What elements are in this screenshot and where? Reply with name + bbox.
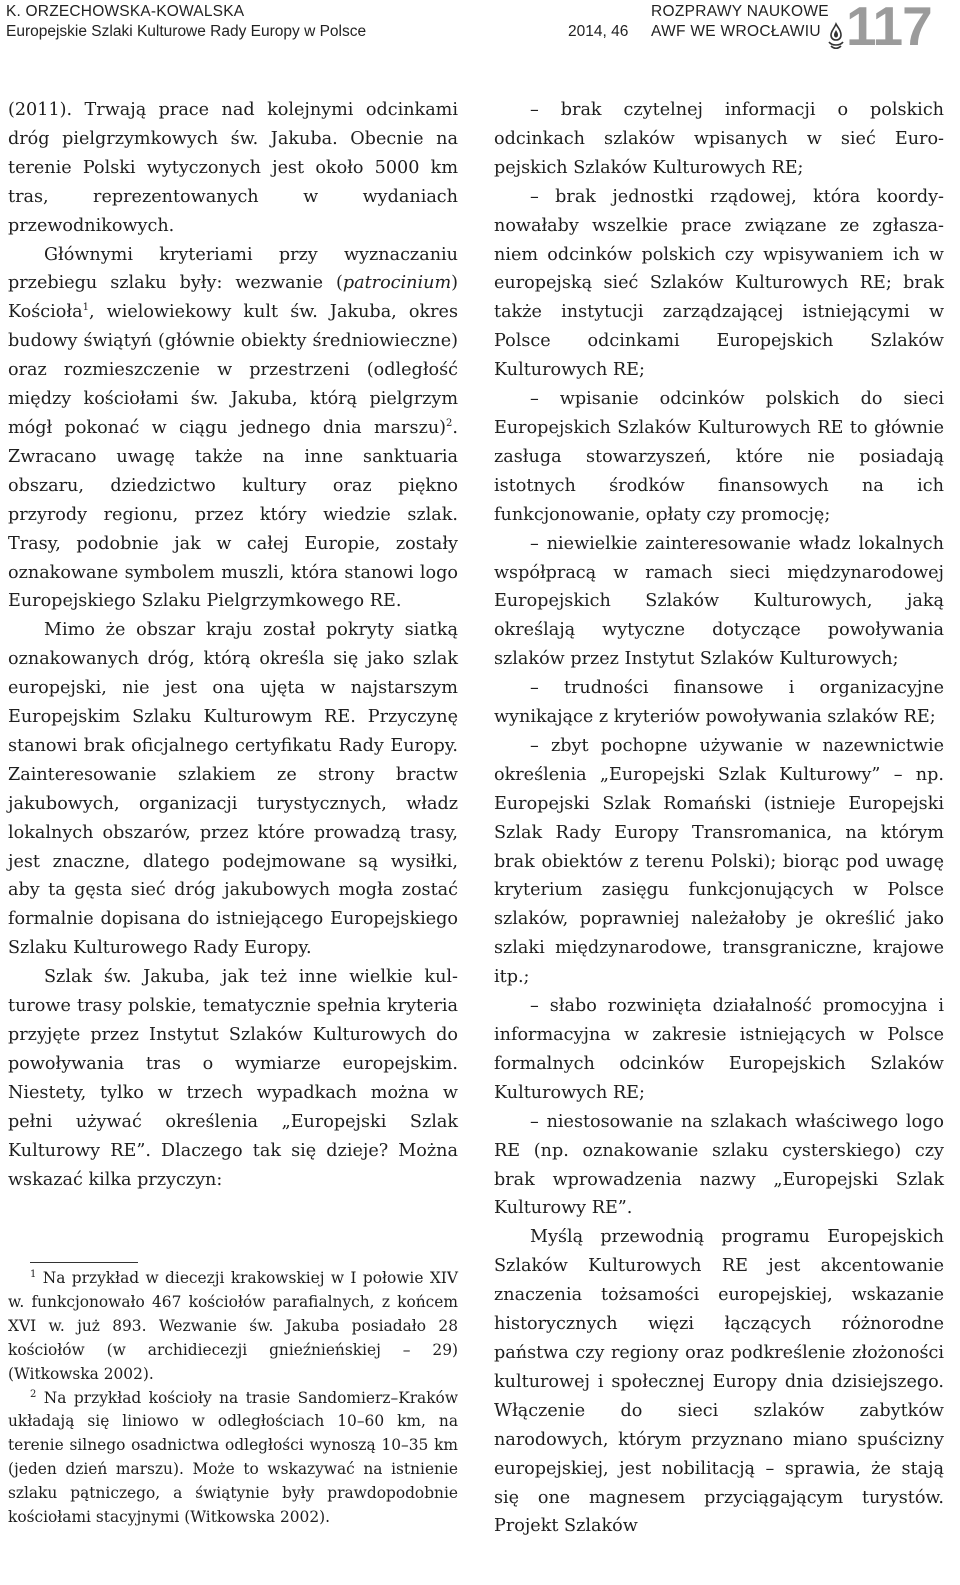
list-item: – niestosowanie na szlakach właściwego logo RE (np. oznakowanie szlaku cysterskiego) czy brak wprowadzenia nazwy „Europejski Szlak Kulturowy RE”. xyxy=(494,1111,944,1219)
italic-term: patrocinium xyxy=(342,273,452,294)
footnote-text: Na przykład kościoły na trasie Sandomierz–Kraków układają się liniowo w odległościach 10–60 km, na terenie silnego osadnictwa odległości wynoszą 10–35 km (jeden dzień marszu). Może to wskazywać na istnienie szlaku pątniczego, a świątynie były prawdopodobnie kościołami stacyjnymi (Witkowska 2002). xyxy=(8,1388,458,1527)
list-item: – wpisanie odcinków polskich do sieci Europejskich Szlaków Kulturowych RE to głównie zasługa stowarzyszeń, które nie posiadają istotnych środków finansowych na ich funkcjonowanie, opłaty czy promocję; xyxy=(494,389,944,525)
list-item: – słabo rozwinięta działalność promocyjna i informacyjna w zakresie istniejących w Polsce formalnych odcinków Europejskich Szlaków Kulturowych RE; xyxy=(494,996,944,1103)
awf-emblem-icon xyxy=(826,22,846,50)
footnote-ref-1[interactable]: 1 xyxy=(82,302,89,314)
paragraph-intro: (2011). Trwają prace nad kolejnymi odcinkami dróg pielgrzymkowych św. Jakuba. Obecnie na terenie Polski wytyczonych jest około 5000 km tras, reprezentowanych w wydaniach przewodnikowych. xyxy=(8,100,458,236)
left-column xyxy=(8,96,458,1194)
footnote-rule xyxy=(30,1262,138,1263)
header-year-volume: 2014, 46 xyxy=(568,23,629,40)
text-run: . Zwracano uwagę także na inne sanktuaria obszaru, dziedzictwo kultury oraz piękno przyrody regionu, przez który wiedzie szlak. Trasy, podobnie jak w całej Europie, zostały oznakowane symbolem muszli, która stanowi logo Europejskiego Szlaku Pielgrzymkowego RE. xyxy=(8,417,458,612)
footnote-text: Na przykład w diecezji krakowskiej w I połowie XIV w. funkcjonowało 467 kościołów parafialnych, z końcem XVI w. już 893. Wezwanie św. Jakuba posiadało 28 kościołów (w archidiecezji gnieźnieńskiej – 29) (Witkowska 2002). xyxy=(8,1269,458,1383)
list-item: – zbyt pochopne używanie w nazewnictwie określenia „Europejski Szlak Kulturowy” – np. Europejski Szlak Romański (istnieje Europejski Szlak Rady Europy Transromanica, na którym brak obiektów z terenu Polski); biorąc pod uwagę kryterium zasięgu funkcjonujących w Polsce szlaków, poprawniej należałoby je określić jako szlaki międzynarodowe, transgraniczne, krajowe itp.; xyxy=(494,735,944,988)
text-run: , wielowiekowy kult św. Jakuba, okres budowy świątyń (głównie obiekty średniowieczne) oraz rozmieszczenie w przestrzeni (odległość między kościołami św. Jakuba, którą pielgrzym mógł pokonać w ciągu jednego dnia marszu) xyxy=(8,302,458,438)
list-item: – trudności finansowe i organizacyjne wynikające z kryteriów powoływania szlaków RE; xyxy=(494,678,944,728)
text-run: Głównymi kryteriami przy wyznaczaniu przebiegu szlaku były: wezwanie ( xyxy=(8,244,458,294)
running-header xyxy=(0,0,960,57)
header-journal-name: ROZPRAWY NAUKOWE xyxy=(651,3,829,20)
header-article-title: Europejskie Szlaki Kulturowe Rady Europy w Polsce xyxy=(6,23,367,40)
paragraph-certificate: Mimo że obszar kraju został pokryty siatką oznakowanych dróg, którą określa się jako szlak europejski, nie jest ona ujęta w najstarszym Europejskim Szlaku Kulturowym RE. Przyczynę stanowi brak oficjalnego certyfikatu Rady Europy. Zainteresowanie szlakiem ze strony bractw jakubowych, organizacji turystycznych, władz lokalnych obszarów, przez które prowadzą trasy, jest znaczne, dlatego podejmowane są wysiłki, aby ta gęsta sieć dróg jakubowych mogła zostać formalnie dopisana do istniejącego Europejskiego Szlaku Kulturowego Rady Europy. xyxy=(8,620,458,959)
paragraph-criteria xyxy=(8,241,458,617)
footnotes xyxy=(8,1262,458,1530)
text-run: ) Kościoła xyxy=(8,273,458,323)
right-column xyxy=(494,96,944,1541)
paragraph-program-idea: Myślą przewodnią programu Europejskich Szlaków Kulturowych RE jest akcentowanie znaczenia tożsamości europejskiej, wskazanie historycznych więzi łączących różnorodne państwa czy regiony oraz podkreślenie złożoności kulturowej i społecznej Europy dnia dzisiejszego. Włączenie do sieci szlaków zabytków narodowych, którym przyznano miano spuścizny europejskiej, jest nobilitacją – sprawia, że stają się one magnesem przyciągającym turystów. Projekt Szlaków xyxy=(494,1227,944,1537)
list-item: – brak jednostki rządowej, która koordynowałaby wszelkie prace związane ze zgłaszaniem odcinków polskich czy wpisywaniem ich w europejską sieć Szlaków Kulturowych RE; brak także instytucji zarządzającej istniejącymi w Polsce odcinkami Europejskich Szlaków Kulturowych RE; xyxy=(494,186,944,381)
footnote-number: 1 xyxy=(30,1268,37,1280)
page-number: 117 xyxy=(846,0,932,57)
header-author: K. ORZECHOWSKA-KOWALSKA xyxy=(6,3,245,20)
list-item: – brak czytelnej informacji o polskich odcinkach szlaków wpisanych w sieć Europejskich Szlaków Kulturowych RE; xyxy=(494,100,944,178)
footnote-1 xyxy=(8,1267,458,1387)
footnote-2 xyxy=(8,1387,458,1530)
footnote-number: 2 xyxy=(30,1388,37,1400)
list-item: – niewielkie zainteresowanie władz lokalnych współpracą w ramach sieci międzynarodowej Europejskich Szlaków Kulturowych, jaką określają wytyczne dotyczące powoływania szlaków przez Instytut Szlaków Kulturowych; xyxy=(494,533,944,670)
footnote-ref-2[interactable]: 2 xyxy=(446,418,453,430)
paragraph-causes: Szlak św. Jakuba, jak też inne wielkie kulturowe trasy polskie, tematycznie spełnia kryteria przyjęte przez Instytut Szlaków Kulturowych do powoływania tras o wymiarze europejskim. Niestety, tylko w trzech wypadkach można w pełni używać określenia „Europejski Szlak Kulturowy RE”. Dlaczego tak się dzieje? Można wskazać kilka przyczyn: xyxy=(8,967,458,1190)
header-journal-publisher: AWF WE WROCŁAWIU xyxy=(651,23,821,40)
